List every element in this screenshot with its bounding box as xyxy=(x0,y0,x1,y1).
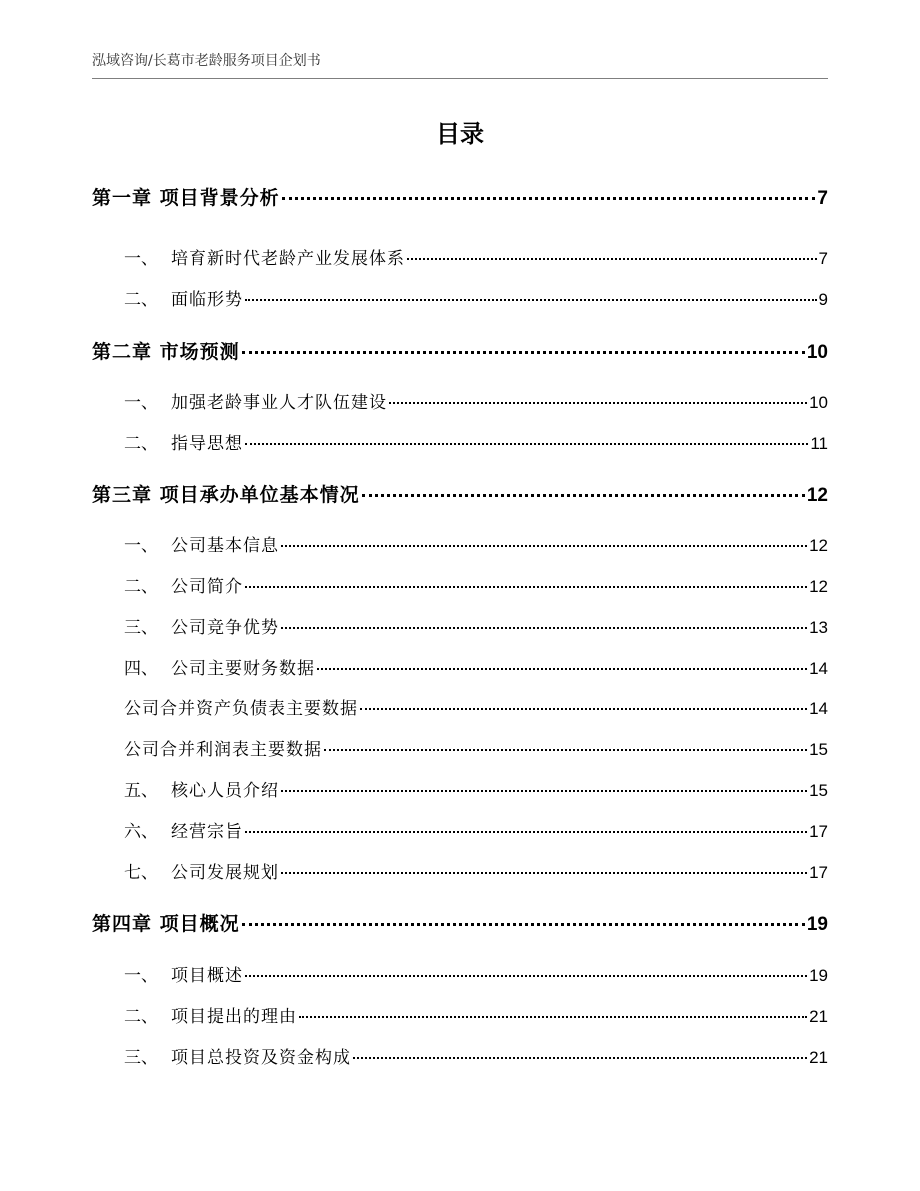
toc-section-entry[interactable] xyxy=(124,860,828,886)
toc-leader-dots xyxy=(407,258,817,260)
toc-entry-text: 公司竞争优势 xyxy=(171,618,279,638)
toc-page-number: 14 xyxy=(809,659,828,678)
toc-page-number: 17 xyxy=(809,863,828,882)
toc-chapter-entry[interactable] xyxy=(92,910,828,938)
toc-entry-text: 第三章 项目承办单位基本情况 xyxy=(92,484,360,506)
toc-leader-dots xyxy=(245,975,807,977)
toc-leader-dots xyxy=(245,831,807,833)
toc-title: 目录 xyxy=(436,120,484,148)
toc-entry-number: 一、 xyxy=(124,393,158,413)
toc-entry-text: 核心人员介绍 xyxy=(171,781,279,801)
toc-page-number: 12 xyxy=(809,536,828,555)
toc-entry-text: 培育新时代老龄产业发展体系 xyxy=(171,249,405,269)
toc-entry-label xyxy=(92,338,240,366)
toc-entry-text: 公司简介 xyxy=(171,577,243,597)
toc-leader-dots xyxy=(281,545,807,547)
toc-leader-dots xyxy=(324,749,807,751)
toc-entry-text: 第四章 项目概况 xyxy=(92,913,240,935)
toc-entry-label xyxy=(124,696,358,722)
toc-page-number: 13 xyxy=(809,618,828,637)
toc-leader-dots xyxy=(299,1016,807,1018)
toc-entry-number: 七、 xyxy=(124,863,158,883)
toc-leader-dots xyxy=(245,299,817,301)
toc-leader-dots xyxy=(360,708,807,710)
toc-leader-dots xyxy=(245,586,807,588)
toc-entry-text: 经营宗旨 xyxy=(171,822,243,842)
toc-page-number: 19 xyxy=(809,966,828,985)
toc-leader-dots xyxy=(389,402,807,404)
toc-entry-label xyxy=(92,481,360,509)
toc-entry-number: 一、 xyxy=(124,536,158,556)
toc-entry-label xyxy=(124,431,243,457)
toc-entry-label xyxy=(124,819,243,845)
toc-section-entry[interactable] xyxy=(124,963,828,989)
toc-page-number: 9 xyxy=(818,290,828,309)
toc-entry-number: 二、 xyxy=(124,1007,158,1027)
toc-leader-dots xyxy=(353,1057,807,1059)
toc-entry-text: 公司主要财务数据 xyxy=(171,659,315,679)
toc-entry-number: 二、 xyxy=(124,290,158,310)
toc-entry-number: 一、 xyxy=(124,249,158,269)
toc-entry-text: 项目提出的理由 xyxy=(171,1007,297,1027)
toc-section-entry[interactable] xyxy=(124,574,828,600)
toc-entry-text: 项目概述 xyxy=(171,966,243,986)
toc-page-number: 19 xyxy=(806,914,828,935)
toc-leader-dots xyxy=(242,351,805,354)
toc-page-number: 15 xyxy=(809,781,828,800)
toc-entry-text: 公司合并资产负债表主要数据 xyxy=(124,699,358,719)
toc-entry-label xyxy=(124,574,243,600)
toc-entry-label xyxy=(124,963,243,989)
toc-entry-number: 五、 xyxy=(124,781,158,801)
toc-entry-label xyxy=(124,246,405,272)
toc-page-number: 15 xyxy=(809,740,828,759)
toc-entry-text: 公司发展规划 xyxy=(171,863,279,883)
toc-chapter-entry[interactable] xyxy=(92,481,828,509)
toc-section-entry[interactable] xyxy=(124,615,828,641)
toc-section-entry[interactable] xyxy=(124,390,828,416)
toc-entry-text: 加强老龄事业人才队伍建设 xyxy=(171,393,387,413)
toc-entry-text: 公司合并利润表主要数据 xyxy=(124,740,322,760)
toc-entry-text: 第一章 项目背景分析 xyxy=(92,187,280,209)
toc-chapter-entry[interactable] xyxy=(92,338,828,366)
toc-entry-text: 公司基本信息 xyxy=(171,536,279,556)
toc-section-entry[interactable] xyxy=(124,696,828,722)
toc-leader-dots xyxy=(281,872,807,874)
page-header: 泓域咨询/长葛市老龄服务项目企划书 xyxy=(92,53,321,69)
toc-entry-number: 二、 xyxy=(124,434,158,454)
toc-section-entry[interactable] xyxy=(124,1045,828,1071)
toc-entry-label xyxy=(124,1004,297,1030)
toc-leader-dots xyxy=(281,790,807,792)
toc-page-number: 12 xyxy=(806,485,828,506)
toc-entry-label xyxy=(124,390,387,416)
toc-entry-text: 指导思想 xyxy=(171,434,243,454)
toc-page-number: 17 xyxy=(809,822,828,841)
toc-entry-text: 项目总投资及资金构成 xyxy=(171,1048,351,1068)
toc-leader-dots xyxy=(282,197,816,200)
toc-leader-dots xyxy=(317,668,807,670)
toc-page-number: 10 xyxy=(806,342,828,363)
toc-entry-text: 第二章 市场预测 xyxy=(92,341,240,363)
toc-leader-dots xyxy=(245,443,808,445)
toc-entry-number: 三、 xyxy=(124,618,158,638)
toc-entry-number: 二、 xyxy=(124,577,158,597)
toc-entry-number: 四、 xyxy=(124,659,158,679)
toc-entry-number: 三、 xyxy=(124,1048,158,1068)
toc-entry-label xyxy=(124,1045,351,1071)
toc-entry-label xyxy=(124,533,279,559)
toc-leader-dots xyxy=(281,627,807,629)
toc-section-entry[interactable] xyxy=(124,737,828,763)
toc-entry-label xyxy=(92,910,240,938)
toc-page-number: 21 xyxy=(809,1007,828,1026)
toc-page-number: 10 xyxy=(809,393,828,412)
header-divider xyxy=(92,78,828,79)
toc-entry-label xyxy=(92,184,280,212)
toc-entry-number: 一、 xyxy=(124,966,158,986)
toc-page-number: 14 xyxy=(809,699,828,718)
toc-section-entry[interactable] xyxy=(124,287,828,313)
toc-section-entry[interactable] xyxy=(124,1004,828,1030)
toc-page-number: 7 xyxy=(817,188,828,209)
toc-leader-dots xyxy=(362,494,805,497)
toc-section-entry[interactable] xyxy=(124,246,828,272)
toc-section-entry[interactable] xyxy=(124,819,828,845)
toc-page-number: 21 xyxy=(809,1048,828,1067)
toc-entry-label xyxy=(124,656,315,682)
toc-section-entry[interactable] xyxy=(124,533,828,559)
toc-chapter-entry[interactable] xyxy=(92,184,828,212)
toc-page-number: 12 xyxy=(809,577,828,596)
toc-entry-label xyxy=(124,287,243,313)
toc-entry-text: 面临形势 xyxy=(171,290,243,310)
toc-entry-label xyxy=(124,860,279,886)
toc-leader-dots xyxy=(242,923,805,926)
toc-section-entry[interactable] xyxy=(124,778,828,804)
toc-entry-label xyxy=(124,778,279,804)
toc-section-entry[interactable] xyxy=(124,431,828,457)
toc-entry-number: 六、 xyxy=(124,822,158,842)
toc-entry-label xyxy=(124,737,322,763)
toc-section-entry[interactable] xyxy=(124,656,828,682)
toc-page-number: 11 xyxy=(810,434,828,453)
toc-page-number: 7 xyxy=(818,249,828,268)
toc-entry-label xyxy=(124,615,279,641)
